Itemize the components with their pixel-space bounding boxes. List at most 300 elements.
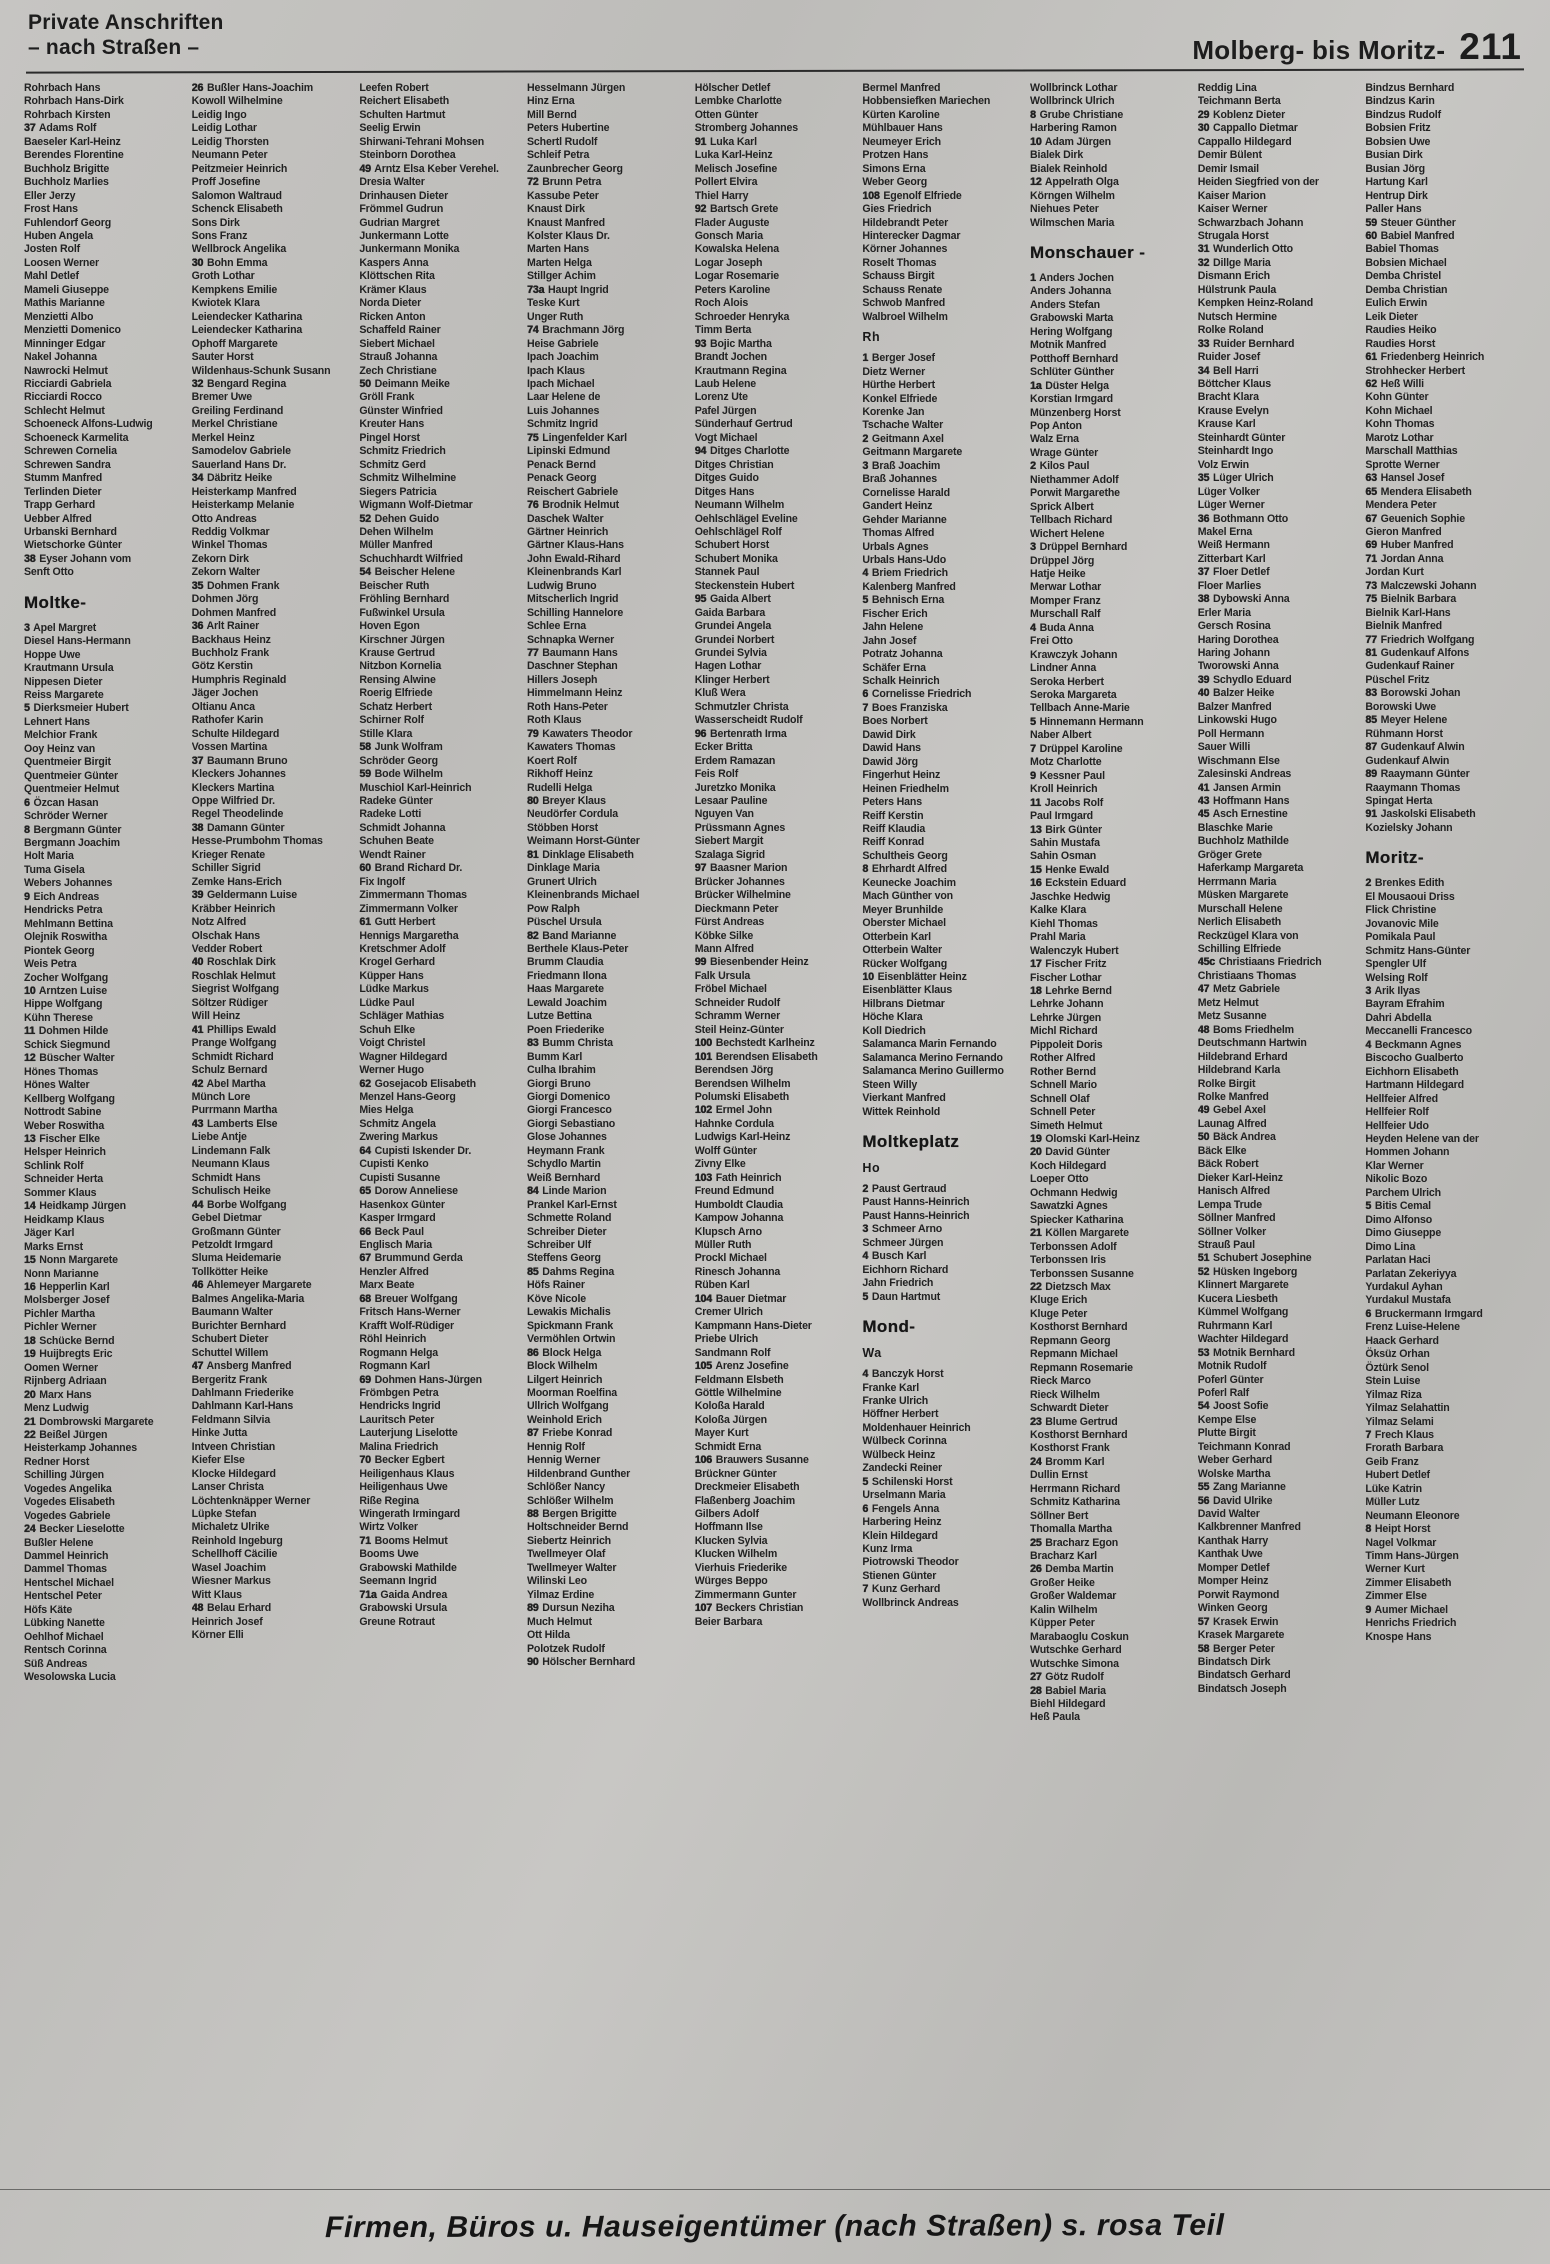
- house-number: 50: [1197, 1131, 1210, 1144]
- directory-entry: Schmidt Richard: [191, 1050, 274, 1063]
- directory-entry: 62 Heß Willi: [1365, 377, 1424, 390]
- directory-entry: Kampmann Hans-Dieter: [694, 1319, 812, 1332]
- directory-entry: Weber Roswitha: [24, 1119, 105, 1132]
- directory-entry: Ullrich Wolfgang: [527, 1400, 609, 1413]
- directory-entry: Körngen Wilhelm: [1030, 189, 1115, 202]
- directory-entry: 57 Krasek Erwin: [1197, 1615, 1279, 1628]
- directory-entry: 32 Bengard Regina: [191, 377, 287, 390]
- directory-entry: Weber Georg: [862, 176, 928, 189]
- directory-entry: 46 Ahlemeyer Margarete: [191, 1279, 312, 1292]
- directory-entry: Diesel Hans-Hermann: [24, 635, 131, 648]
- house-number: 6: [862, 688, 869, 701]
- house-number: 4: [1030, 621, 1036, 634]
- directory-entry: Drüppel Jörg: [1030, 554, 1095, 567]
- house-number: 32: [191, 377, 204, 390]
- directory-entry: Hering Wolfgang: [1030, 325, 1113, 338]
- directory-entry: Krogel Gerhard: [359, 956, 435, 969]
- directory-entry: 63 Hansel Josef: [1365, 472, 1445, 485]
- directory-entry: Schwob Manfred: [862, 297, 946, 310]
- directory-entry: Kluß Wera: [694, 687, 746, 700]
- directory-entry: 5 Dierksmeier Hubert: [24, 702, 129, 715]
- street-range: Molberg- bis Moritz-: [1192, 35, 1446, 65]
- directory-entry: Kiehl Thomas: [1030, 917, 1098, 930]
- directory-entry: Krause Gertrud: [359, 647, 435, 660]
- house-number: 43: [1197, 795, 1210, 808]
- directory-entry: Repmann Georg: [1030, 1334, 1111, 1347]
- directory-entry: Rudelli Helga: [527, 781, 593, 794]
- directory-entry: Schauss Birgit: [862, 270, 935, 283]
- house-number: 47: [191, 1360, 204, 1373]
- house-number: 4: [862, 1250, 869, 1263]
- directory-entry: Münch Lore: [191, 1090, 251, 1103]
- directory-entry: 20 Marx Hans: [24, 1388, 92, 1401]
- directory-entry: 85 Meyer Helene: [1365, 714, 1448, 727]
- directory-entry: Schlüter Günther: [1030, 366, 1115, 379]
- directory-entry: Erdem Ramazan: [694, 754, 776, 767]
- directory-entry: Feldmann Silvia: [191, 1413, 271, 1426]
- directory-entry: 19 Olomski Karl-Heinz: [1030, 1132, 1140, 1145]
- directory-entry: Reiff Konrad: [862, 836, 925, 849]
- directory-entry: 106 Brauwers Susanne: [694, 1454, 809, 1467]
- directory-entry: Haack Gerhard: [1365, 1334, 1439, 1347]
- directory-entry: Schlink Rolf: [24, 1159, 84, 1172]
- directory-entry: Olejnik Roswitha: [24, 931, 107, 944]
- directory-entry: Liebe Antje: [191, 1131, 247, 1144]
- house-number: 79: [527, 727, 539, 740]
- house-number: 38: [191, 821, 204, 834]
- directory-entry: Grunert Ulrich: [527, 875, 597, 888]
- directory-entry: Walenczyk Hubert: [1030, 944, 1119, 957]
- directory-entry: Friedmann Ilona: [527, 969, 607, 982]
- directory-entry: Dietz Werner: [862, 365, 926, 378]
- house-number: 90: [527, 1656, 539, 1669]
- directory-entry: Jäger Karl: [24, 1227, 75, 1240]
- directory-entry: Kucera Liesbeth: [1197, 1292, 1278, 1305]
- directory-entry: Otterbein Walter: [862, 944, 942, 957]
- directory-entry: 43 Lamberts Else: [191, 1117, 278, 1130]
- directory-entry: Balzer Manfred: [1197, 700, 1272, 713]
- directory-entry: Prankel Karl-Ernst: [527, 1198, 617, 1211]
- house-number: 93: [694, 337, 707, 350]
- directory-entry: Kempkens Emilie: [191, 283, 278, 296]
- directory-entry: Haas Margarete: [527, 983, 604, 996]
- house-number: 1a: [1030, 379, 1042, 392]
- directory-entry: Burichter Bernhard: [191, 1319, 287, 1332]
- directory-entry: Fürst Andreas: [694, 916, 765, 929]
- directory-entry: Motnik Rudolf: [1197, 1360, 1267, 1373]
- directory-entry: Steinhardt Günter: [1197, 431, 1286, 444]
- directory-entry: Winken Georg: [1197, 1602, 1268, 1615]
- section-title-line2: – nach Straßen –: [28, 36, 200, 59]
- house-number: 41: [1197, 781, 1210, 794]
- directory-entry: 31 Wunderlich Otto: [1197, 243, 1293, 256]
- directory-entry: 49 Gebel Axel: [1197, 1104, 1266, 1117]
- directory-entry: Brücker Wilhelmine: [694, 889, 791, 902]
- directory-entry: Leiendecker Katharina: [191, 310, 303, 323]
- directory-entry: Röhl Heinrich: [359, 1333, 427, 1346]
- directory-entry: 9 Aumer Michael: [1365, 1603, 1448, 1616]
- directory-entry: Mach Günther von: [862, 890, 953, 903]
- directory-entry: Vogedes Elisabeth: [24, 1496, 115, 1509]
- directory-entry: Dimo Giuseppe: [1365, 1227, 1442, 1240]
- directory-entry: Schröder Georg: [359, 754, 438, 767]
- directory-entry: Koch Hildegard: [1030, 1159, 1107, 1172]
- directory-entry: 60 Babiel Manfred: [1365, 229, 1455, 242]
- directory-entry: Dahlmann Friederike: [191, 1386, 294, 1399]
- directory-entry: Pingel Horst: [359, 431, 420, 444]
- directory-entry: Lauterjung Liselotte: [359, 1427, 458, 1440]
- house-number: 94: [694, 445, 707, 458]
- directory-entry: Nitzbon Kornelia: [359, 660, 442, 673]
- directory-entry: Twellmeyer Walter: [527, 1561, 617, 1574]
- directory-entry: Eichhorn Elisabeth: [1365, 1065, 1459, 1078]
- directory-entry: Hinz Erna: [527, 95, 575, 108]
- directory-entry: Bergeritz Frank: [191, 1373, 268, 1386]
- section-title: [28, 10, 224, 60]
- directory-entry: Steil Heinz-Günter: [694, 1023, 784, 1036]
- directory-entry: Hesselmann Jürgen: [527, 82, 626, 94]
- directory-entry: Gaida Barbara: [694, 606, 766, 619]
- directory-entry: 103 Fath Heinrich: [694, 1171, 782, 1184]
- directory-entry: Frömbgen Petra: [359, 1386, 439, 1399]
- directory-entry: Piotrowski Theodor: [862, 1556, 959, 1569]
- house-number: 97: [694, 862, 707, 875]
- directory-entry: Busian Dirk: [1365, 149, 1423, 162]
- directory-entry: Hönes Thomas: [24, 1065, 99, 1078]
- directory-entry: Roth Klaus: [527, 714, 582, 727]
- directory-entry: Siegrist Wolfgang: [191, 983, 279, 996]
- directory-entry: Schick Siegmund: [24, 1038, 111, 1051]
- directory-entry: Unger Ruth: [527, 310, 584, 323]
- directory-entry: 1 Berger Josef: [862, 352, 935, 365]
- directory-entry: Meyer Brunhilde: [862, 903, 944, 916]
- directory-entry: Zech Christiane: [359, 364, 437, 377]
- directory-entry: Fischer Erich: [862, 607, 928, 620]
- house-number: 58: [359, 741, 371, 754]
- directory-entry: Volz Erwin: [1197, 458, 1249, 471]
- directory-entry: Strauß Paul: [1197, 1238, 1255, 1251]
- house-number: 83: [1365, 687, 1377, 700]
- directory-entry: Sahin Mustafa: [1030, 837, 1100, 850]
- house-number: 91: [694, 135, 707, 148]
- directory-entry: Bobsien Fritz: [1365, 122, 1431, 135]
- directory-entry: 73 Malczewski Johann: [1365, 579, 1477, 592]
- directory-entry: Riße Regina: [359, 1494, 419, 1507]
- directory-entry: Leik Dieter: [1365, 310, 1418, 323]
- directory-entry: Bermel Manfred: [862, 82, 941, 94]
- directory-entry: Schulz Bernard: [191, 1064, 268, 1077]
- directory-entry: 97 Baasner Marion: [694, 862, 788, 875]
- house-number: 101: [694, 1050, 712, 1063]
- directory-entry: Peitzmeier Heinrich: [191, 162, 288, 175]
- house-number: 71: [359, 1534, 371, 1547]
- house-number: 34: [1197, 364, 1210, 377]
- directory-entry: Schuh Elke: [359, 1023, 415, 1036]
- directory-entry: Krämer Klaus: [359, 283, 427, 296]
- house-number: 24: [1030, 1455, 1042, 1468]
- directory-entry: Grundei Norbert: [694, 633, 775, 646]
- directory-entry: 66 Beck Paul: [359, 1225, 424, 1238]
- directory-entry: Günster Winfried: [359, 404, 443, 417]
- directory-entry: Roschlak Helmut: [191, 969, 276, 982]
- house-number: 1: [862, 352, 869, 365]
- directory-entry: Uebber Alfred: [24, 512, 92, 525]
- directory-entry: Wrage Günter: [1030, 446, 1099, 459]
- directory-entry: Eichhorn Richard: [862, 1263, 949, 1276]
- directory-entry: Bremer Uwe: [191, 391, 252, 404]
- directory-entry: Huben Angela: [24, 229, 94, 242]
- directory-entry: Piontek Georg: [24, 944, 95, 957]
- directory-entry: 25 Bracharz Egon: [1030, 1536, 1119, 1549]
- directory-entry: Kosthorst Frank: [1030, 1442, 1110, 1455]
- directory-entry: 4 Busch Karl: [862, 1250, 927, 1263]
- directory-entry: Wülbeck Corinna: [862, 1435, 947, 1448]
- directory-entry: Quentmeier Birgit: [24, 756, 111, 769]
- house-number: 38: [1197, 593, 1210, 606]
- directory-entry: Schulte Hildegard: [191, 727, 280, 740]
- directory-entry: 43 Hoffmann Hans: [1197, 795, 1290, 808]
- directory-entry: Proff Josefine: [191, 176, 261, 189]
- house-number: 25: [1030, 1536, 1042, 1549]
- directory-entry: 99 Biesenbender Heinz: [694, 956, 809, 969]
- directory-entry: Ricciardi Gabriela: [24, 377, 112, 390]
- directory-entry: Hölscher Detlef: [694, 82, 771, 94]
- directory-entry: Schreiber Ulf: [527, 1238, 592, 1251]
- house-number: 35: [191, 579, 204, 592]
- house-number: 61: [1365, 351, 1377, 364]
- directory-entry: Ricciardi Rocco: [24, 391, 102, 404]
- directory-entry: Lutze Bettina: [527, 1010, 592, 1023]
- house-number: 11: [1030, 796, 1041, 809]
- directory-entry: Schneider Rudolf: [694, 996, 780, 1009]
- directory-entry: Walz Erna: [1030, 433, 1079, 446]
- directory-entry: Schmitz Ingrid: [527, 418, 598, 431]
- directory-entry: Schlecht Helmut: [24, 404, 105, 417]
- directory-entry: Zekorn Walter: [191, 566, 260, 579]
- directory-entry: Wietschorke Günter: [24, 539, 122, 552]
- directory-entry: Schmeer Jürgen: [862, 1236, 944, 1249]
- house-number: 19: [24, 1348, 36, 1361]
- directory-entry: Kreuter Hans: [359, 418, 425, 431]
- house-number: 62: [1365, 377, 1377, 390]
- directory-entry: Werner Hugo: [359, 1064, 425, 1077]
- house-number: 4: [862, 567, 869, 580]
- directory-entry: 84 Linde Marion: [527, 1185, 607, 1198]
- directory-entry: 45 Asch Ernestine: [1197, 808, 1288, 821]
- directory-columns: [0, 72, 1550, 2184]
- directory-entry: Kluge Peter: [1030, 1307, 1088, 1320]
- directory-entry: 91 Luka Karl: [694, 135, 757, 148]
- directory-entry: 28 Babiel Maria: [1030, 1684, 1106, 1697]
- house-number: 21: [24, 1415, 36, 1428]
- directory-entry: Giorgi Bruno: [527, 1077, 591, 1090]
- directory-entry: Lehnert Hans: [24, 715, 90, 728]
- directory-entry: Backhaus Heinz: [191, 633, 271, 646]
- house-number: 89: [1365, 768, 1377, 781]
- directory-entry: Nerlich Elisabeth: [1197, 916, 1282, 929]
- directory-entry: 4 Buda Anna: [1030, 621, 1094, 634]
- directory-entry: 71 Jordan Anna: [1365, 552, 1444, 565]
- directory-entry: Nikolic Bozo: [1365, 1173, 1428, 1186]
- house-number: 72: [527, 176, 539, 189]
- directory-entry: Prange Wolfgang: [191, 1037, 277, 1050]
- directory-entry: 1a Düster Helga: [1030, 379, 1109, 392]
- directory-entry: Weiß Hermann: [1197, 539, 1270, 552]
- directory-entry: Schmette Roland: [527, 1212, 612, 1225]
- directory-entry: Stein Luise: [1365, 1375, 1421, 1388]
- directory-entry: Bracht Klara: [1197, 391, 1259, 404]
- directory-entry: Zocher Wolfgang: [24, 971, 109, 984]
- directory-entry: Neumann Peter: [191, 149, 268, 162]
- directory-entry: 90 Hölscher Bernhard: [527, 1656, 636, 1669]
- directory-entry: Sauer Willi: [1197, 741, 1251, 754]
- directory-entry: Zandecki Reiner: [862, 1462, 942, 1475]
- directory-entry: Gärtner Heinrich: [527, 525, 609, 538]
- directory-entry: 80 Breyer Klaus: [527, 795, 606, 808]
- directory-entry: Dimo Alfonso: [1365, 1213, 1433, 1226]
- directory-entry: Shirwani-Tehrani Mohsen: [359, 135, 485, 148]
- directory-entry: Bielnik Manfred: [1365, 620, 1443, 633]
- directory-entry: Will Heinz: [191, 1010, 241, 1023]
- directory-entry: Fix Ingolf: [359, 875, 405, 888]
- directory-entry: Szalaga Sigrid: [694, 848, 766, 861]
- directory-entry: Buchholz Frank: [191, 647, 270, 660]
- directory-entry: Schwarzbach Johann: [1197, 216, 1304, 229]
- house-number: 21: [1030, 1227, 1042, 1240]
- directory-entry: Demba Christian: [1365, 283, 1448, 296]
- directory-entry: Hoppe Uwe: [24, 648, 81, 661]
- directory-entry: 22 Dietzsch Max: [1030, 1280, 1111, 1293]
- directory-entry: Kohn Günter: [1365, 391, 1429, 404]
- directory-entry: Stienen Günter: [862, 1569, 937, 1582]
- directory-entry: Giorgi Domenico: [527, 1090, 611, 1103]
- house-number: 18: [1030, 985, 1042, 997]
- directory-entry: Wasserscheidt Rudolf: [694, 714, 803, 727]
- directory-entry: Klinger Herbert: [694, 673, 770, 686]
- directory-entry: Wolff Günter: [694, 1144, 757, 1157]
- directory-entry: Heisterkamp Melanie: [191, 499, 295, 512]
- directory-entry: 104 Bauer Dietmar: [694, 1292, 787, 1305]
- directory-entry: Mahl Detlef: [24, 270, 79, 283]
- directory-entry: Oehlschlägel Eveline: [694, 512, 798, 525]
- house-number: 36: [191, 620, 204, 633]
- directory-entry: Josten Rolf: [24, 243, 81, 256]
- directory-entry: Momper Franz: [1030, 594, 1101, 607]
- directory-entry: Dullin Ernst: [1030, 1469, 1088, 1482]
- directory-entry: 37 Baumann Bruno: [191, 754, 288, 767]
- directory-entry: Schmitz Friedrich: [359, 445, 446, 458]
- directory-entry: Nawrocki Helmut: [24, 364, 108, 377]
- house-number: 1: [1030, 271, 1036, 284]
- directory-entry: Fuhlendorf Georg: [24, 216, 112, 229]
- directory-entry: 39 Geldermann Luise: [191, 889, 297, 902]
- directory-entry: Hobbensiefken Mariechen: [862, 95, 991, 108]
- directory-entry: Hennigs Margaretha: [359, 929, 459, 942]
- directory-entry: Konkel Elfriede: [862, 392, 938, 405]
- directory-entry: Tschache Walter: [862, 419, 944, 432]
- house-number: 10: [862, 971, 874, 983]
- directory-entry: 15 Henke Ewald: [1030, 863, 1110, 876]
- directory-entry: Reichert Elisabeth: [359, 95, 450, 108]
- directory-entry: Wollbrinck Ulrich: [1030, 95, 1115, 108]
- directory-entry: 32 Dillge Maria: [1197, 256, 1271, 269]
- directory-entry: Timm Berta: [694, 324, 752, 337]
- directory-entry: Terbonssen Adolf: [1030, 1240, 1117, 1253]
- directory-entry: Peters Karoline: [694, 283, 771, 296]
- directory-entry: 50 Bäck Andrea: [1197, 1131, 1276, 1144]
- house-number: 81: [1365, 647, 1377, 660]
- house-number: 96: [694, 727, 707, 740]
- house-number: 4: [1365, 1038, 1372, 1051]
- directory-entry: Schilling Jürgen: [24, 1469, 105, 1482]
- house-number: 76: [527, 499, 539, 512]
- directory-entry: Schultheis Georg: [862, 849, 948, 862]
- house-number: 74: [527, 324, 539, 337]
- page-footer: [0, 2189, 1550, 2264]
- directory-entry: Koert Rolf: [527, 754, 577, 767]
- directory-entry: Nutsch Hermine: [1197, 310, 1277, 323]
- directory-entry: Frömmel Gudrun: [359, 203, 444, 216]
- directory-entry: Urbals Hans-Udo: [862, 553, 947, 566]
- directory-entry: Leiendecker Katharina: [191, 324, 303, 337]
- directory-entry: Schmutzler Christa: [694, 700, 789, 713]
- directory-entry: Geib Franz: [1365, 1455, 1419, 1468]
- directory-entry: Ochmann Hedwig: [1030, 1186, 1118, 1199]
- house-number: 64: [359, 1144, 371, 1157]
- directory-entry: Neumeyer Erich: [862, 135, 941, 148]
- house-number: 85: [527, 1265, 539, 1278]
- directory-entry: Gudenkauf Alwin: [1365, 754, 1450, 767]
- directory-entry: 60 Brand Richard Dr.: [359, 862, 463, 875]
- directory-entry: 4 Banczyk Horst: [862, 1368, 944, 1381]
- house-number: 54: [1197, 1400, 1210, 1413]
- directory-entry: Momper Heinz: [1197, 1575, 1269, 1588]
- directory-entry: Parlatan Haci: [1365, 1254, 1431, 1267]
- directory-entry: 65 Mendera Elisabeth: [1365, 485, 1472, 498]
- directory-entry: Hilbrans Dietmar: [862, 997, 945, 1010]
- directory-entry: Berendsen Jörg: [694, 1064, 774, 1077]
- directory-entry: Koloßa Jürgen: [694, 1413, 767, 1426]
- house-number: 13: [24, 1132, 36, 1145]
- directory-entry: Wellbrock Angelika: [191, 243, 287, 256]
- directory-entry: Stumm Manfred: [24, 472, 103, 485]
- directory-entry: Lewakis Michalis: [527, 1306, 611, 1319]
- directory-entry: Kluge Erich: [1030, 1294, 1088, 1307]
- house-number: 100: [694, 1037, 712, 1050]
- directory-entry: 89 Raaymann Günter: [1365, 768, 1470, 781]
- directory-entry: Blaschke Marie: [1197, 821, 1273, 834]
- directory-entry: Dawid Dirk: [862, 728, 916, 741]
- directory-entry: Müller Manfred: [359, 539, 433, 552]
- directory-entry: Schulten Hartmut: [359, 108, 446, 121]
- directory-entry: Englisch Maria: [359, 1238, 433, 1251]
- directory-entry: 6 Fengels Anna: [862, 1502, 940, 1515]
- directory-entry: Schirner Rolf: [359, 714, 424, 727]
- directory-entry: Reddig Volkmar: [191, 525, 270, 538]
- directory-entry: Bialek Reinhold: [1030, 162, 1108, 175]
- directory-entry: Menz Ludwig: [24, 1402, 89, 1415]
- directory-entry: Logar Joseph: [694, 256, 763, 269]
- directory-entry: Michl Richard: [1030, 1025, 1098, 1038]
- house-number: 73: [1365, 579, 1377, 592]
- directory-entry: Jahn Josef: [862, 634, 917, 647]
- house-number: 12: [24, 1052, 36, 1065]
- directory-entry: Rohrbach Hans-Dirk: [24, 95, 124, 108]
- directory-entry: Kalenberg Manfred: [862, 580, 956, 593]
- directory-entry: 91 Jaskolski Elisabeth: [1365, 808, 1476, 821]
- directory-entry: 19 Huijbregts Eric: [24, 1348, 113, 1361]
- directory-entry: Murschall Helene: [1197, 902, 1283, 915]
